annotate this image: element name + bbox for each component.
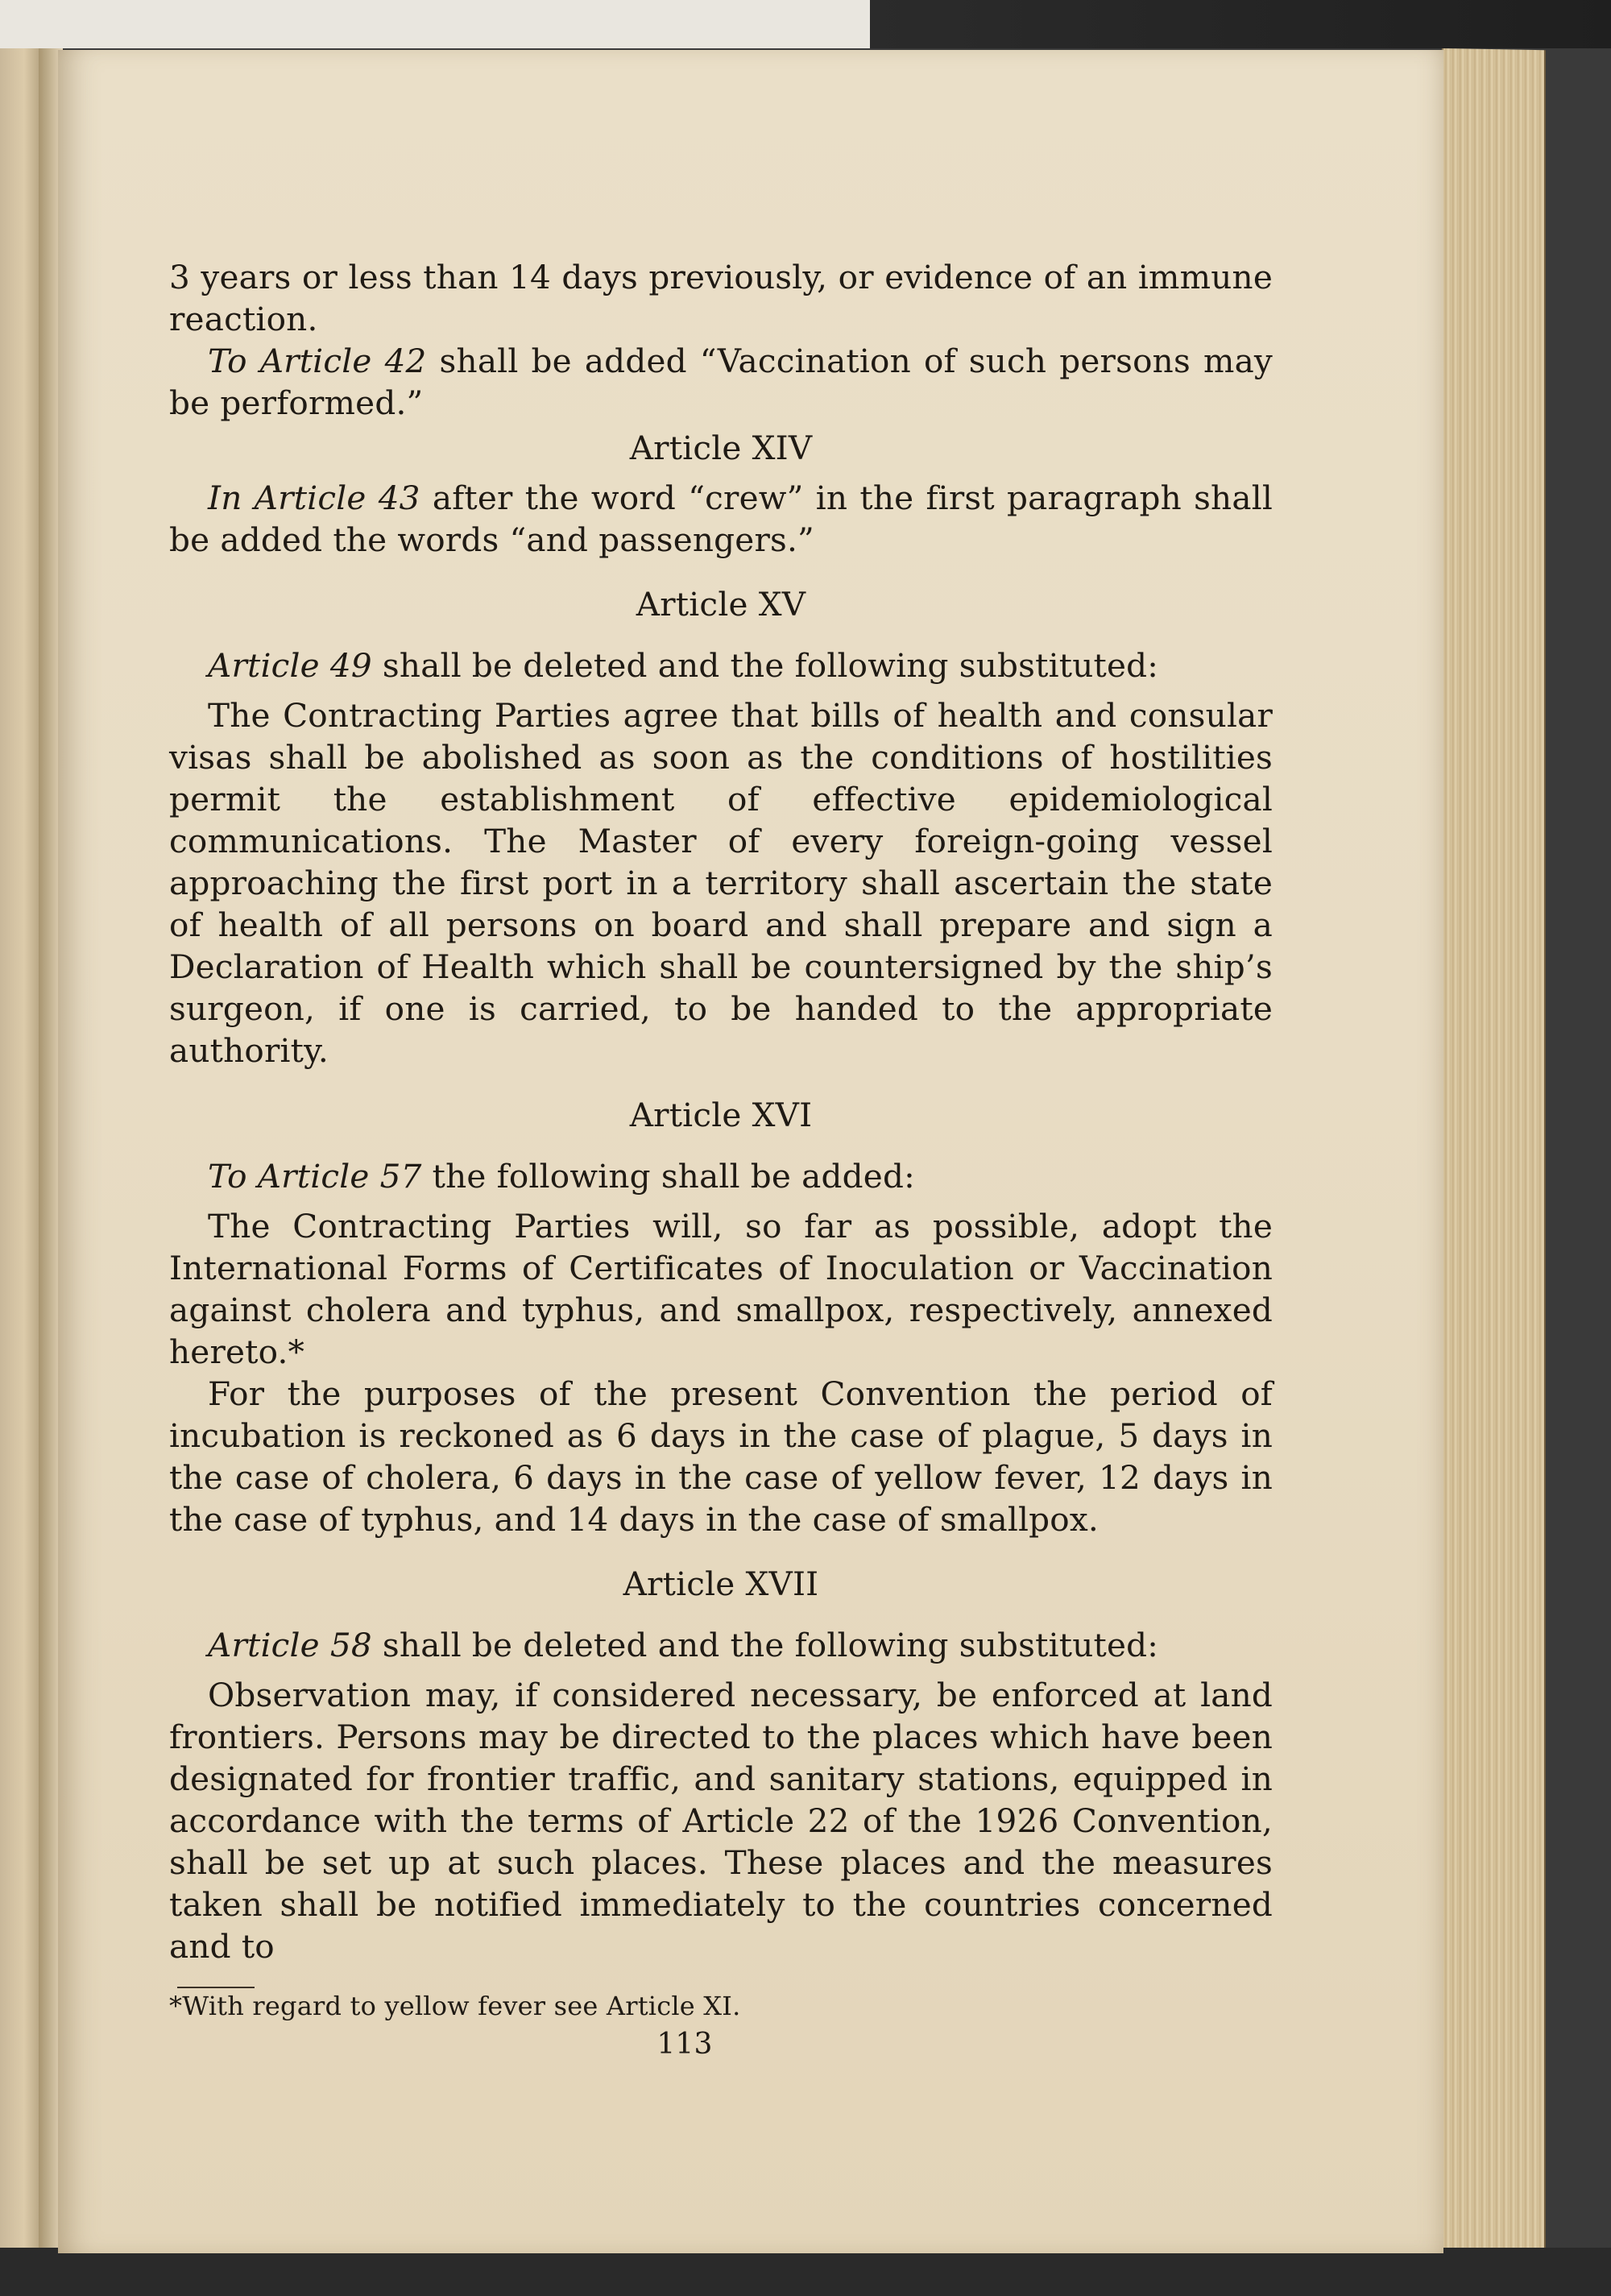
article-42-amendment: [169, 340, 1273, 424]
article-42-ref: To Article 42: [208, 342, 427, 380]
article-xv-text: shall be deleted and the following substituted:: [371, 646, 1159, 685]
background-corner: [870, 0, 1611, 48]
page-text: [169, 256, 1273, 2066]
article-xvii-text: shall be deleted and the following substituted:: [371, 1626, 1159, 1664]
heading-article-xv: Article XV: [636, 585, 806, 624]
heading-article-xvi: Article XVI: [629, 1096, 813, 1134]
intro-paragraph: 3 years or less than 14 days previously, or evidence of an immune reaction.: [169, 258, 1273, 338]
article-xvii-amendment: [169, 1624, 1273, 1666]
left-page-edge: [0, 48, 43, 2256]
article-49-ref: Article 49: [208, 646, 372, 685]
article-42-text: shall be added “Vaccination of such persons may be performed.”: [169, 342, 1273, 422]
article-57-ref: To Article 57: [208, 1157, 422, 1196]
footnote: *With regard to yellow fever see Article XI.: [169, 1991, 741, 2021]
article-xvii-body: Observation may, if considered necessary, be enforced at land frontiers. Persons may be directed to the places which have been designated for frontier traffic, and sanitary stations, equipped in accordance with the terms of Article 22 of the 1926 Convention, shall be set up at such places. These places and the measures taken shall be notified immediately to the countries concerned and to: [169, 1676, 1273, 1966]
heading-article-xiv: Article XIV: [629, 429, 813, 467]
article-43-ref: In Article 43: [208, 479, 420, 517]
article-xvi-body-2: For the purposes of the present Convention the period of incubation is reckoned as 6 days in the case of plague, 5 days in the case of cholera, 6 days in the case of yellow fever, 12 days in the case of typhus, and 14 days in the case of smallpox.: [169, 1374, 1273, 1539]
article-xvi-body-1: The Contracting Parties will, so far as possible, adopt the International Forms of Certificates of Inoculation or Vaccination against cholera and typhus, and smallpox, respectively, annexed hereto.*: [169, 1207, 1273, 1371]
article-xvi-amendment: [169, 1155, 1273, 1197]
article-xv-amendment: [169, 644, 1273, 686]
heading-article-xvii: Article XVII: [623, 1565, 819, 1603]
article-xv-body: The Contracting Parties agree that bills of health and consular visas shall be abolished as soon as the conditions of hostilities permit the establishment of effective epidemiological communications. The Master of every foreign-going vessel approaching the first port in a territory shall ascertain the state of health of all persons on board and shall prepare and sign a Declaration of Health which shall be countersigned by the ship’s surgeon, if one is carried, to be handed to the appropriate authority.: [169, 696, 1273, 1070]
background-bottom: [0, 2248, 1611, 2296]
article-xiv-amendment: [169, 477, 1273, 561]
background-top: [0, 0, 870, 48]
page-number: 113: [656, 2028, 713, 2061]
article-xiv-text: after the word “crew” in the first paragraph shall be added the words “and passengers.”: [169, 479, 1273, 559]
page-fore-edge: [1442, 48, 1546, 2273]
article-58-ref: Article 58: [208, 1626, 372, 1664]
article-xvi-text: the following shall be added:: [421, 1157, 915, 1196]
